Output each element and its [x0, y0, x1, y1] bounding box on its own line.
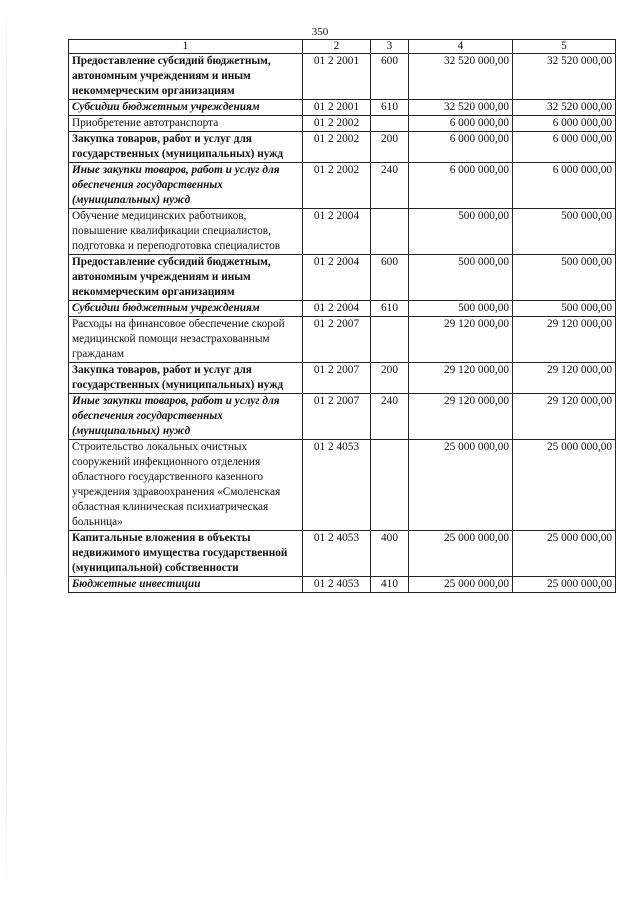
amount-year1-cell: 25 000 000,00 — [409, 531, 513, 577]
table-row — [69, 100, 616, 116]
row-name-cell: Закупка товаров, работ и услуг для государственных (муниципальных) нужд — [69, 363, 303, 394]
scan-margin-line — [6, 0, 7, 905]
amount-year1-cell: 6 000 000,00 — [409, 132, 513, 163]
target-article-cell: 01 2 2004 — [303, 301, 371, 317]
table-row — [69, 116, 616, 132]
amount-year1-cell: 500 000,00 — [409, 209, 513, 255]
target-article-cell: 01 2 2004 — [303, 209, 371, 255]
target-article-cell: 01 2 2004 — [303, 255, 371, 301]
table-row — [69, 132, 616, 163]
target-article-cell: 01 2 4053 — [303, 577, 371, 593]
table-row — [69, 163, 616, 209]
target-article-cell: 01 2 2007 — [303, 317, 371, 363]
table-row — [69, 209, 616, 255]
budget-table — [68, 39, 616, 593]
amount-year1-cell: 29 120 000,00 — [409, 363, 513, 394]
target-article-cell: 01 2 2007 — [303, 363, 371, 394]
table-body — [69, 54, 616, 593]
amount-year1-cell: 29 120 000,00 — [409, 317, 513, 363]
column-header: 5 — [513, 40, 616, 54]
amount-year2-cell: 32 520 000,00 — [513, 100, 616, 116]
table-row — [69, 531, 616, 577]
amount-year1-cell: 6 000 000,00 — [409, 163, 513, 209]
expense-type-cell — [371, 440, 409, 531]
amount-year2-cell: 32 520 000,00 — [513, 54, 616, 100]
target-article-cell: 01 2 2002 — [303, 116, 371, 132]
row-name-cell: Предоставление субсидий бюджетным, автономным учреждениям и иным некоммерческим организациям — [69, 255, 303, 301]
amount-year2-cell: 29 120 000,00 — [513, 363, 616, 394]
amount-year2-cell: 500 000,00 — [513, 209, 616, 255]
target-article-cell: 01 2 2002 — [303, 163, 371, 209]
amount-year2-cell: 25 000 000,00 — [513, 531, 616, 577]
amount-year1-cell: 32 520 000,00 — [409, 100, 513, 116]
row-name-cell: Расходы на финансовое обеспечение скорой медицинской помощи незастрахованным гражданам — [69, 317, 303, 363]
table-row — [69, 317, 616, 363]
amount-year2-cell: 25 000 000,00 — [513, 440, 616, 531]
target-article-cell: 01 2 2002 — [303, 132, 371, 163]
row-name-cell: Закупка товаров, работ и услуг для государственных (муниципальных) нужд — [69, 132, 303, 163]
amount-year2-cell: 6 000 000,00 — [513, 163, 616, 209]
row-name-cell: Субсидии бюджетным учреждениям — [69, 100, 303, 116]
row-name-cell: Предоставление субсидий бюджетным, автономным учреждениям и иным некоммерческим организациям — [69, 54, 303, 100]
column-header: 2 — [303, 40, 371, 54]
row-name-cell: Субсидии бюджетным учреждениям — [69, 301, 303, 317]
expense-type-cell: 200 — [371, 132, 409, 163]
table-row — [69, 394, 616, 440]
expense-type-cell: 400 — [371, 531, 409, 577]
row-name-cell: Капитальные вложения в объекты недвижимого имущества государственной (муниципальной) собственности — [69, 531, 303, 577]
amount-year2-cell: 29 120 000,00 — [513, 394, 616, 440]
amount-year2-cell: 500 000,00 — [513, 301, 616, 317]
expense-type-cell: 240 — [371, 163, 409, 209]
table-row — [69, 577, 616, 593]
target-article-cell: 01 2 4053 — [303, 440, 371, 531]
table-row — [69, 255, 616, 301]
table-row — [69, 440, 616, 531]
row-name-cell: Приобретение автотранспорта — [69, 116, 303, 132]
target-article-cell: 01 2 4053 — [303, 531, 371, 577]
amount-year1-cell: 500 000,00 — [409, 301, 513, 317]
expense-type-cell: 600 — [371, 255, 409, 301]
amount-year1-cell: 25 000 000,00 — [409, 577, 513, 593]
amount-year2-cell: 29 120 000,00 — [513, 317, 616, 363]
expense-type-cell: 600 — [371, 54, 409, 100]
amount-year1-cell: 29 120 000,00 — [409, 394, 513, 440]
table-row — [69, 54, 616, 100]
row-name-cell: Строительство локальных очистных сооружений инфекционного отделения областного государственного казенного учреждения здравоохранения «Смоленская областная клиническая психиатрическая больница» — [69, 440, 303, 531]
row-name-cell: Иные закупки товаров, работ и услуг для обеспечения государственных (муниципальных) нужд — [69, 394, 303, 440]
amount-year1-cell: 6 000 000,00 — [409, 116, 513, 132]
column-header: 4 — [409, 40, 513, 54]
target-article-cell: 01 2 2001 — [303, 100, 371, 116]
expense-type-cell: 610 — [371, 301, 409, 317]
expense-type-cell — [371, 317, 409, 363]
amount-year1-cell: 25 000 000,00 — [409, 440, 513, 531]
header-row — [69, 40, 616, 54]
amount-year2-cell: 25 000 000,00 — [513, 577, 616, 593]
expense-type-cell: 240 — [371, 394, 409, 440]
column-header: 1 — [69, 40, 303, 54]
table-row — [69, 363, 616, 394]
row-name-cell: Бюджетные инвестиции — [69, 577, 303, 593]
table-row — [69, 301, 616, 317]
amount-year1-cell: 32 520 000,00 — [409, 54, 513, 100]
expense-type-cell: 410 — [371, 577, 409, 593]
target-article-cell: 01 2 2001 — [303, 54, 371, 100]
expense-type-cell — [371, 116, 409, 132]
expense-type-cell — [371, 209, 409, 255]
amount-year2-cell: 6 000 000,00 — [513, 116, 616, 132]
amount-year1-cell: 500 000,00 — [409, 255, 513, 301]
amount-year2-cell: 6 000 000,00 — [513, 132, 616, 163]
expense-type-cell: 200 — [371, 363, 409, 394]
column-header: 3 — [371, 40, 409, 54]
amount-year2-cell: 500 000,00 — [513, 255, 616, 301]
expense-type-cell: 610 — [371, 100, 409, 116]
row-name-cell: Обучение медицинских работников, повышение квалификации специалистов, подготовка и переподготовка специалистов — [69, 209, 303, 255]
target-article-cell: 01 2 2007 — [303, 394, 371, 440]
page-number: 350 — [311, 26, 329, 38]
row-name-cell: Иные закупки товаров, работ и услуг для обеспечения государственных (муниципальных) нужд — [69, 163, 303, 209]
